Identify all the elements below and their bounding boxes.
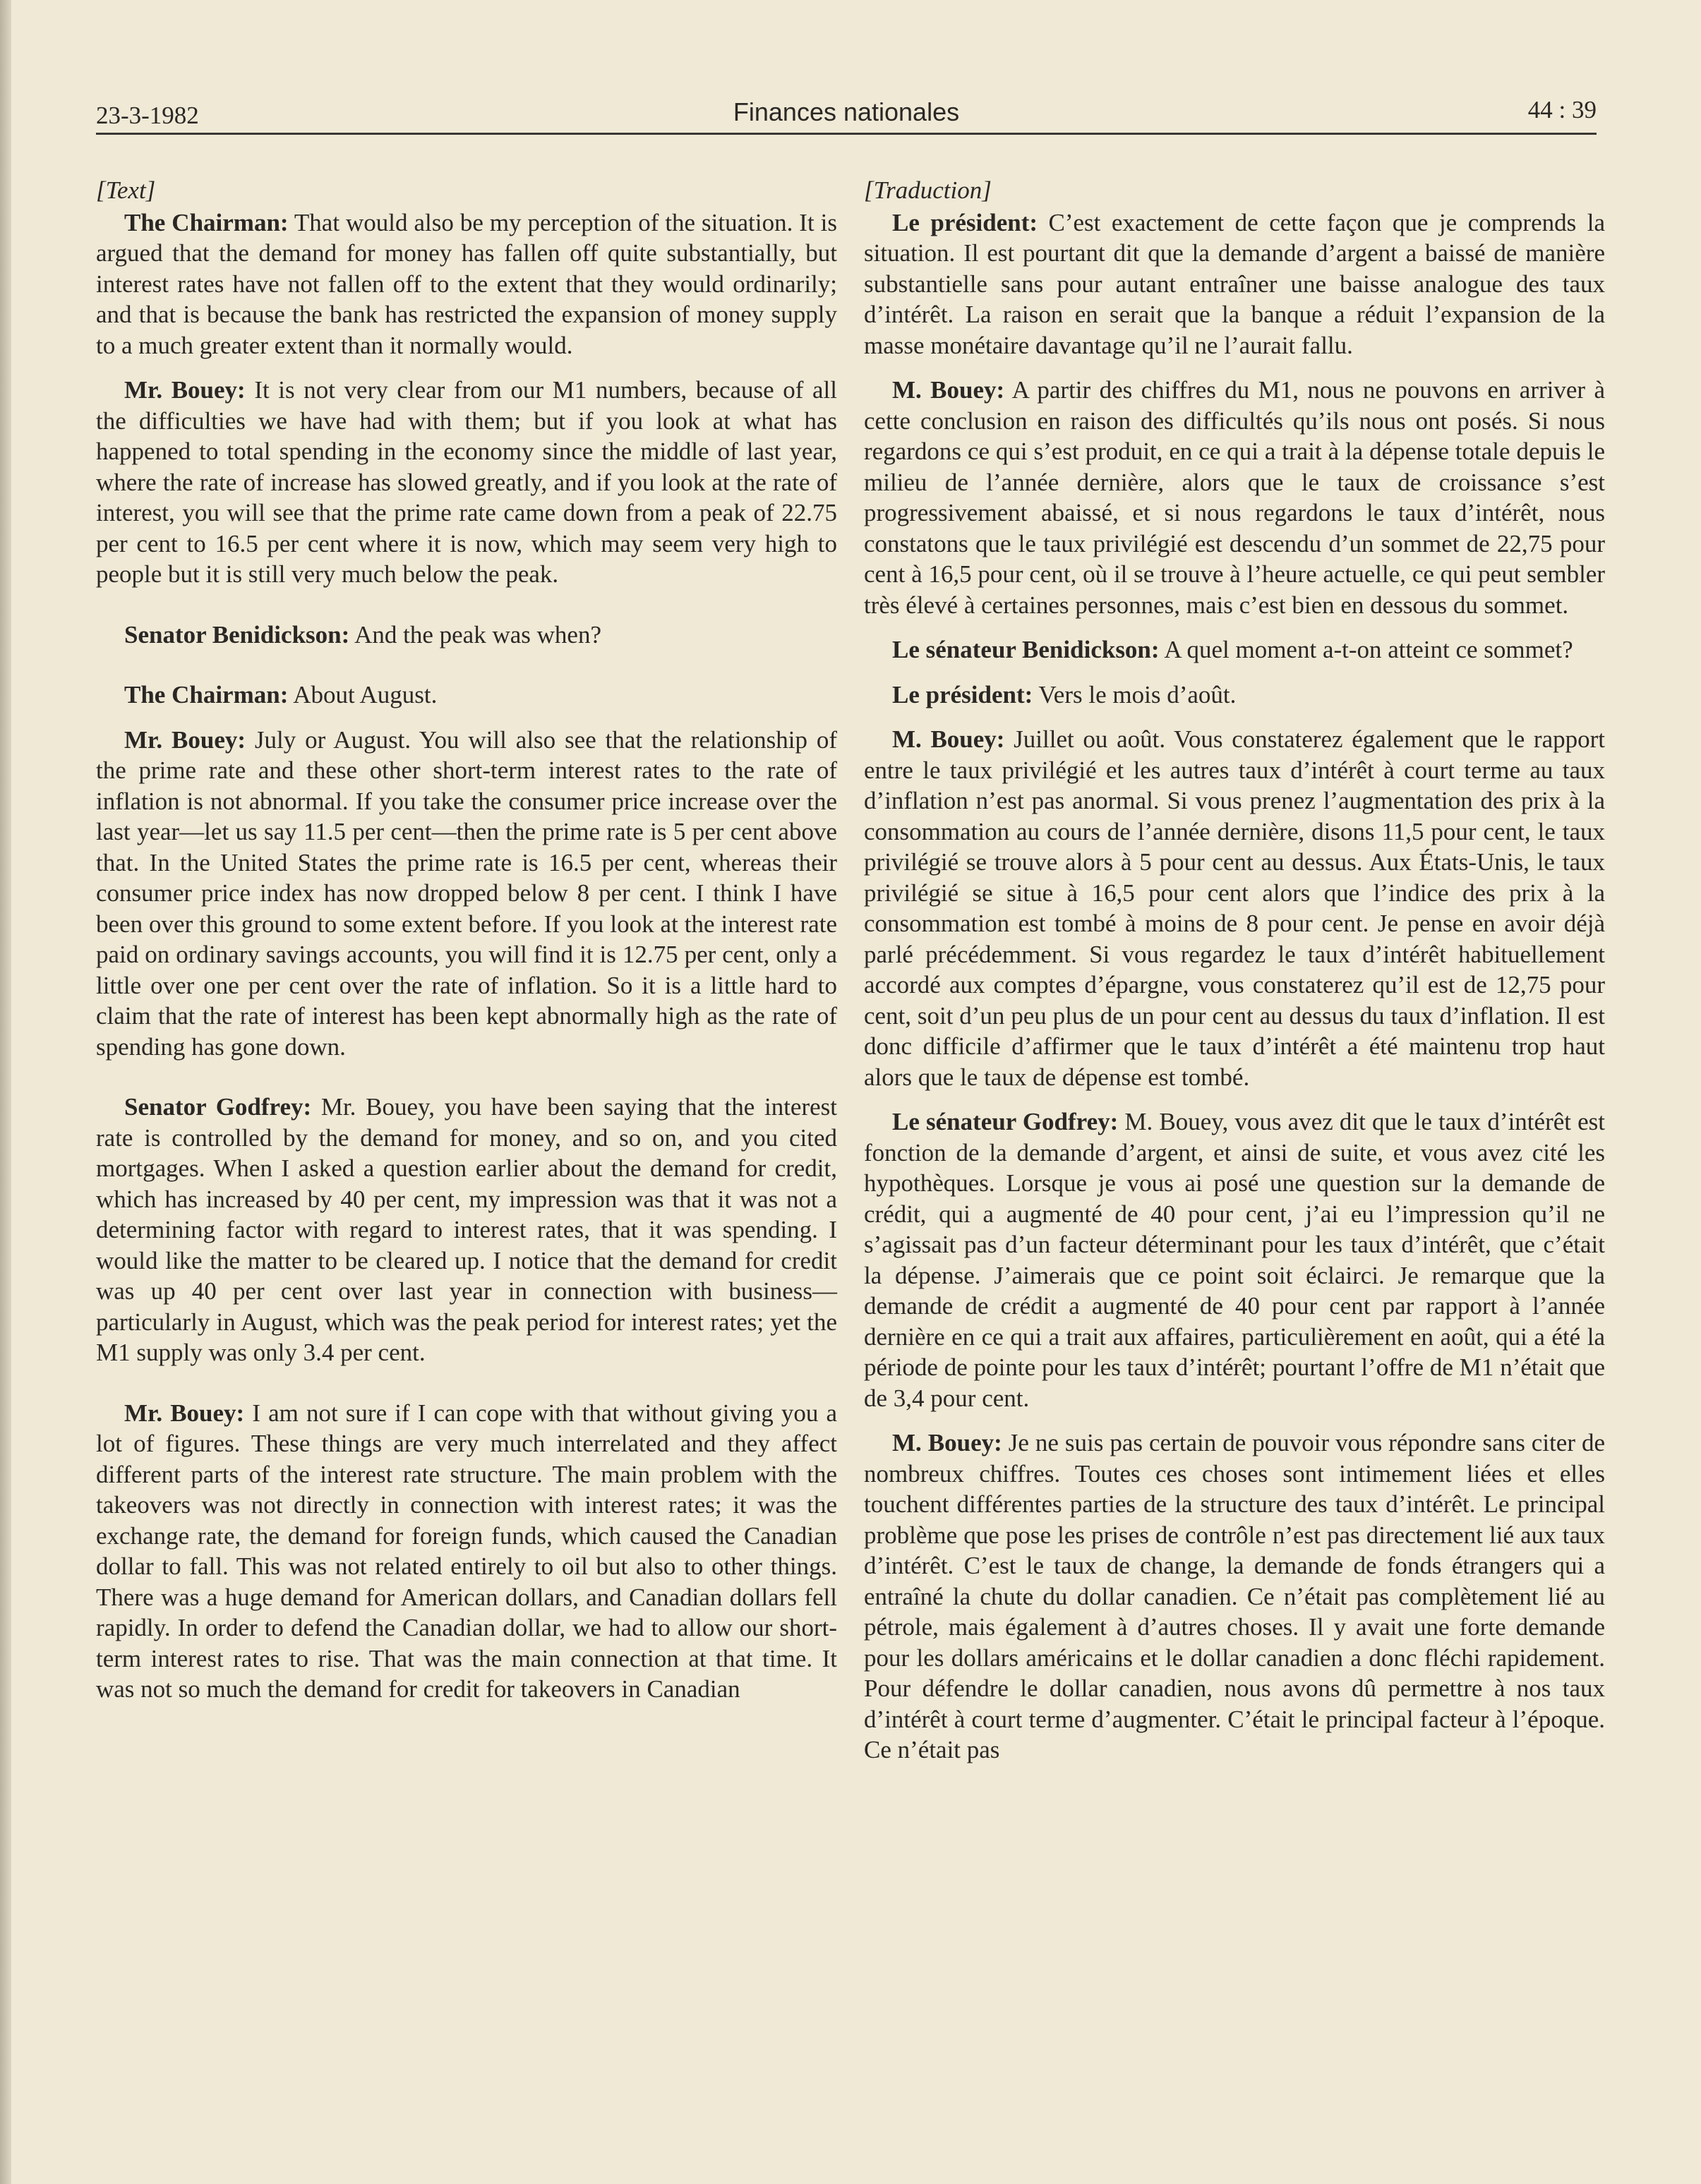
column-lead: [Traduction]: [864, 176, 992, 204]
transcript-paragraph: [96, 620, 837, 651]
paragraph-text: That would also be my perception of the situation. It is argued that the demand for money has fallen off quite substantially, but interest rates have not fallen off to the extent that they would ordinarily; and that is because the bank has restricted the expansion of money supply to a much greater extent than it normally would.: [96, 208, 837, 359]
speaker-name: Le sénateur Benidickson:: [892, 636, 1160, 663]
paragraph-text: Je ne suis pas certain de pouvoir vous répondre sans citer de nombreux chiffres. Toutes ces choses sont intimement liées et elles touchent différentes parties de la structure des taux d’intérêt. Le principal problème que pose les prises de contrôle n’est pas directement lié aux taux d’intérêt. C’est le taux de change, la demande de fonds étrangers qui a entraîné la chute du dollar canadien. Ce n’était pas complètement lié au pétrole, mais également à d’autres choses. Il y avait une forte demande pour les dollars américains et le dollar canadien a donc fléchi rapidement. Pour défendre le dollar canadien, nous avons dû permettre à nos taux d’intérêt à court terme d’augmenter. C’était le principal facteur à l’époque. Ce n’était pas: [864, 1429, 1605, 1763]
transcript-paragraph: [864, 375, 1605, 620]
transcript-paragraph: [96, 375, 837, 590]
speaker-name: The Chairman:: [124, 681, 289, 708]
paragraph-text: A quel moment a-t-on atteint ce sommet?: [1159, 636, 1573, 663]
paragraph-text: It is not very clear from our M1 numbers, because of all the difficulties we have had with them; but if you look at what has happened to total spending in the economy since the middle of last year, where the rate of increase has slowed greatly, and if you look at the rate of interest, you will see that the prime rate came down from a peak of 22.75 per cent to 16.5 per cent where it is now, which may seem very high to people but it is still very much below the peak.: [96, 376, 838, 588]
transcript-paragraph: [864, 1106, 1605, 1413]
speaker-name: Le président:: [892, 208, 1038, 236]
paragraph-text: About August.: [288, 681, 438, 708]
speaker-name: Mr. Bouey:: [124, 725, 246, 754]
paragraph-text: And the peak was when?: [349, 620, 601, 648]
paragraph-text: A partir des chiffres du M1, nous ne pouvons en arriver à cette conclusion en raison des difficultés qu’ils nous ont posés. Si nous regardons ce qui s’est produit, en ce qui a trait à la dépense totale depuis le milieu de l’année dernière, alors que le taux de croissance s’est progressivement abaissé, et si nous regardons le taux d’intérêt, nous constatons que le taux privilégié est descendu d’un sommet de 22,75 pour cent à 16,5 pour cent, où il se trouve à l’heure actuelle, ce qui peut sembler très élevé à certaines personnes, mais c’est bien en dessous du sommet.: [864, 376, 1605, 619]
header-date: 23-3-1982: [96, 102, 199, 129]
transcript-paragraph: [864, 634, 1605, 665]
paragraph-text: Vers le mois d’août.: [1033, 680, 1237, 708]
transcript-paragraph: [96, 1398, 837, 1705]
paragraph-text: Mr. Bouey, you have been saying that the interest rate is controlled by the demand for money, and so on, and you cited mortgages. When I asked a question earlier about the demand for credit, which has increased by 40 per cent, my impression was that it was not a determining factor with regard to interest rates, that it was spending. I would like the matter to be cleared up. I notice that the demand for credit was up 40 per cent over last year in connection with business—particularly in August, which was the peak period for interest rates; yet the M1 supply was only 3.4 per cent.: [96, 1093, 837, 1366]
header-title: Finances nationales: [733, 97, 960, 126]
speaker-name: Le président:: [892, 680, 1033, 708]
transcript-paragraph: [96, 725, 837, 1063]
speaker-name: Senator Godfrey:: [124, 1093, 312, 1121]
transcript-paragraph: [864, 1428, 1605, 1766]
paragraph-text: I am not sure if I can cope with that without giving you a lot of figures. These things are very much interrelated and they affect different parts of the interest rate structure. The main problem with the takeovers was not directly in connection with interest rates; it was the exchange rate, the demand for foreign funds, which caused the Canadian dollar to fall. This was not related entirely to oil but also to other things. There was a huge demand for American dollars, and Canadian dollars fell rapidly. In order to defend the Canadian dollar, we had to allow our short-term interest rates to rise. That was the main connection at that time. It was not so much the demand for credit for takeovers in Canadian: [96, 1399, 837, 1703]
column-lead: [Text]: [96, 176, 156, 204]
speaker-name: M. Bouey:: [892, 376, 1005, 404]
transcript-paragraph: [96, 680, 837, 711]
french-column: [864, 175, 1605, 1780]
paragraph-text: Juillet ou août. Vous constaterez également que le rapport entre le taux privilégié et les autres taux d’intérêt à court terme au taux d’inflation n’est pas anormal. Si vous prenez l’augmentation des prix à la consommation au cours de l’année dernière, disons 11,5 pour cent, le taux privilégié se trouve alors à 5 pour cent au dessus. Aux États-Unis, le taux privilégié se situe à 16,5 pour cent alors que l’indice des prix à la consommation est tombé à moins de 8 pour cent. Je pense en avoir déjà parlé précédemment. Si vous regardez le taux d’intérêt habituellement accordé aux comptes d’épargne, vous constaterez qu’il est de 12,75 pour cent, soit d’un peu plus de un pour cent au dessus du taux d’inflation. Il est donc difficile d’affirmer que le taux d’intérêt a été maintenu trop haut alors que le taux de dépense est tombé.: [864, 725, 1605, 1091]
speaker-name: Mr. Bouey:: [124, 376, 246, 404]
paragraph-text: C’est exactement de cette façon que je comprends la situation. Il est pourtant dit que la demande d’argent a baissé de manière substantielle sans pour autant entraîner une baisse analogue des taux d’intérêt. La raison en serait que la banque a réduit l’expansion de la masse monétaire davantage qu’il ne l’aurait fallu.: [864, 208, 1605, 359]
transcript-paragraph: [864, 680, 1605, 711]
speaker-name: The Chairman:: [124, 208, 289, 236]
page-edge: [0, 0, 11, 2184]
paragraph-text: July or August. You will also see that the relationship of the prime rate and these other short-term interest rates to the rate of inflation is not abnormal. If you take the consumer price increase over the last year—let us say 11.5 per cent—then the prime rate is 5 per cent above that. In the United States the prime rate is 16.5 per cent, whereas their consumer price index has now dropped below 8 per cent. I think I have been over this ground to some extent before. If you look at the interest rate paid on ordinary savings accounts, you will find it is 12.75 per cent, only a little over one per cent over the rate of inflation. So it is a little hard to claim that the rate of interest has been kept abnormally high as the rate of spending has gone down.: [96, 725, 837, 1061]
speaker-name: Mr. Bouey:: [124, 1399, 245, 1427]
paragraph-text: M. Bouey, vous avez dit que le taux d’intérêt est fonction de la demande d’argent, et ainsi de suite, et vous avez cité les hypothèques. Lorsque je vous ai posé une question sur la demande de crédit, qui a augmenté de 40 pour cent, j’ai eu l’impression qu’il ne s’agissait pas d’un facteur déterminant pour les taux d’intérêt, que c’était la dépense. J’aimerais que ce point soit éclairci. Je remarque que la demande de crédit a augmenté de 40 pour cent par rapport à l’année dernière en ce qui a trait aux affaires, particulièrement en août, qui a été la période de pointe pour les taux d’intérêt; pourtant l’offre de M1 n’était que de 3,4 pour cent.: [864, 1108, 1605, 1412]
english-column: [96, 175, 837, 1719]
transcript-paragraph: [96, 207, 837, 361]
speaker-name: Le sénateur Godfrey:: [892, 1108, 1119, 1135]
transcript-paragraph: [864, 207, 1605, 361]
speaker-name: M. Bouey:: [892, 1429, 1002, 1456]
transcript-paragraph: [96, 1092, 837, 1368]
speaker-name: Senator Benidickson:: [124, 620, 350, 648]
speaker-name: M. Bouey:: [892, 725, 1005, 753]
header-page-number: 44 : 39: [1527, 96, 1597, 123]
page-header: [96, 90, 1597, 135]
transcript-paragraph: [864, 724, 1605, 1092]
